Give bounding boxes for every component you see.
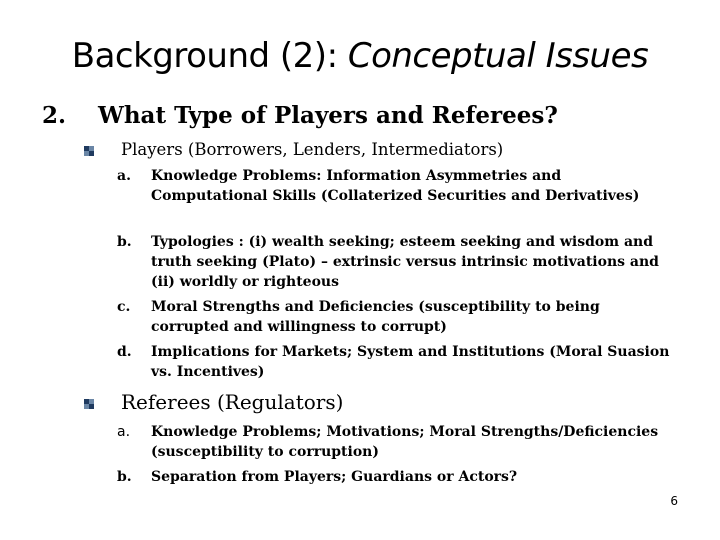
list-item: [117, 166, 677, 206]
list-marker: c.: [117, 299, 131, 315]
slide-title: [0, 36, 720, 76]
list-item: [117, 467, 677, 487]
list-item-text: Typologies : (i) wealth seeking; esteem seeking and wisdom and truth seeking (Plato) – extrinsic versus intrinsic motivations and (ii) worldly or righteous: [151, 234, 659, 290]
section-number: 2.: [42, 102, 67, 129]
list-item: [117, 232, 677, 292]
square-bullet-icon: [84, 399, 94, 409]
list-item: [117, 342, 677, 382]
players-subheading: Players (Borrowers, Lenders, Intermediators): [121, 140, 504, 159]
slide-title-main: Background (2):: [71, 36, 338, 76]
list-item: [117, 297, 677, 337]
section-heading-text: What Type of Players and Referees?: [98, 102, 558, 129]
list-marker: b.: [117, 469, 132, 485]
list-item-text: Implications for Markets; System and Institutions (Moral Suasion vs. Incentives): [151, 344, 670, 380]
list-marker: a.: [117, 168, 131, 184]
list-item-text: Knowledge Problems: Information Asymmetries and Computational Skills (Collaterized Securities and Derivatives): [151, 168, 640, 204]
list-marker: b.: [117, 234, 132, 250]
square-bullet-icon: [84, 146, 94, 156]
list-item-text: Knowledge Problems; Motivations; Moral Strengths/Deficiencies (susceptibility to corruption): [151, 424, 659, 460]
referees-subheading: Referees (Regulators): [121, 390, 344, 414]
list-item-text: Moral Strengths and Deficiencies (susceptibility to being corrupted and willingness to corrupt): [151, 299, 600, 335]
list-marker: d.: [117, 344, 132, 360]
page-number: 6: [670, 494, 678, 508]
section-heading: [42, 102, 558, 129]
slide-title-italic: Conceptual Issues: [347, 36, 649, 76]
list-item-text: Separation from Players; Guardians or Actors?: [151, 469, 518, 485]
list-item: [117, 422, 677, 462]
list-marker: a.: [117, 424, 131, 440]
